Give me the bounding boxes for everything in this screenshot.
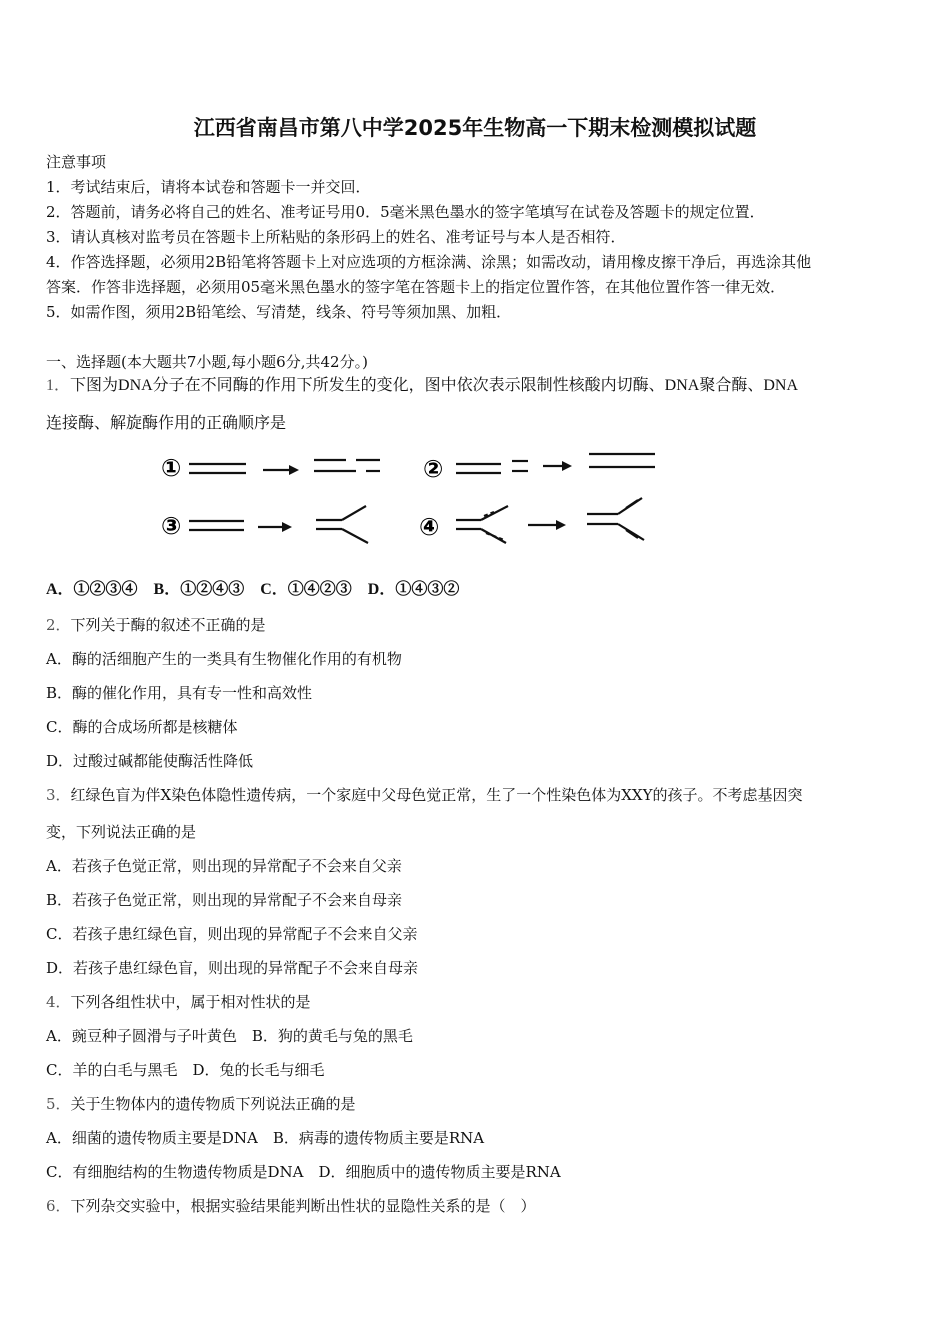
question-text: 关于生物体内的遗传物质下列说法正确的是 [70,1095,356,1113]
question-5-stem [46,1094,356,1114]
question-number: 4． [46,993,71,1011]
question-text: 下列各组性状中，属于相对性状的是 [70,993,311,1011]
question-4-stem [46,992,311,1012]
question-text: 下列关于酶的叙述不正确的是 [70,616,266,634]
question-3-stem [46,785,803,805]
question-1-options: A．①②③④ B．①②④③ C．①④②③ D．①④③② [46,581,460,598]
option-item: B．若孩子色觉正常，则出现的异常配子不会来自母亲 [46,891,403,909]
page-title: 江西省南昌市第八中学2025年生物高一下期末检测模拟试题 [193,116,757,140]
question-number: 5． [46,1095,71,1113]
question-number: 1． [46,377,71,394]
section-heading: 一、选择题(本大题共7小题,每小题6分,共42分。) [46,353,368,371]
notice-heading: 注意事项 [46,153,107,171]
question-2-stem [46,615,266,635]
figure-label-1: ① [161,454,182,482]
question-number: 3． [46,786,71,804]
question-number: 6． [46,1197,71,1215]
question-3-stem-cont: 变，下列说法正确的是 [46,823,197,841]
notice-item: 答案．作答非选择题，必须用05毫米黑色墨水的签字笔在答题卡上的指定位置作答，在其他位置作答一律无效． [46,278,786,296]
dna-diagram [46,444,691,552]
notice-item: 3．请认真核对监考员在答题卡上所粘贴的条形码上的姓名、准考证号与本人是否相符． [46,228,626,246]
option-item: A．酶的活细胞产生的一类具有生物催化作用的有机物 [46,650,402,668]
option-item: D．若孩子患红绿色盲，则出现的异常配子不会来自母亲 [46,959,419,977]
option-item: B．酶的催化作用，具有专一性和高效性 [46,684,313,702]
option-item: D．过酸过碱都能使酶活性降低 [46,752,254,770]
question-1-stem-cont: 连接酶、解旋酶作用的正确顺序是 [46,415,287,432]
question-6-stem [46,1196,536,1216]
option-item: A．豌豆种子圆滑与子叶黄色 B．狗的黄毛与兔的黑毛 [46,1027,413,1045]
dna-enzyme-figure [46,444,691,552]
question-number: 2． [46,616,71,634]
figure-label-2: ② [423,455,444,483]
notice-item: 1．考试结束后，请将本试卷和答题卡一并交回． [46,178,371,196]
question-1-stem [46,376,798,396]
option-item: C．有细胞结构的生物遗传物质是DNA D．细胞质中的遗传物质主要是RNA [46,1163,561,1181]
notice-item: 5．如需作图，须用2B铅笔绘、写清楚，线条、符号等须加黑、加粗． [46,303,512,321]
figure-label-4: ④ [419,513,440,541]
question-text: 红绿色盲为伴X染色体隐性遗传病，一个家庭中父母色觉正常，生了一个性染色体为XXY的孩子。不考虑基因突 [70,786,803,804]
option-item: C．酶的合成场所都是核糖体 [46,718,238,736]
notice-item: 2．答题前，请务必将自己的姓名、准考证号用0．5毫米黑色墨水的签字笔填写在试卷及答题卡的规定位置． [46,203,765,221]
option-item: C．若孩子患红绿色盲，则出现的异常配子不会来自父亲 [46,925,418,943]
option-item: A．细菌的遗传物质主要是DNA B．病毒的遗传物质主要是RNA [46,1129,485,1147]
question-text: 下图为DNA分子在不同酶的作用下所发生的变化，图中依次表示限制性核酸内切酶、DNA聚合酶、DNA [70,377,799,394]
question-text: 下列杂交实验中，根据实验结果能判断出性状的显隐性关系的是（ ） [70,1197,536,1215]
option-item: C．羊的白毛与黑毛 D．兔的长毛与细毛 [46,1061,325,1079]
option-item: A．若孩子色觉正常，则出现的异常配子不会来自父亲 [46,857,402,875]
figure-label-3: ③ [161,512,182,540]
notice-item: 4．作答选择题，必须用2B铅笔将答题卡上对应选项的方框涂满、涂黑；如需改动，请用橡皮擦干净后，再选涂其他 [46,253,812,271]
